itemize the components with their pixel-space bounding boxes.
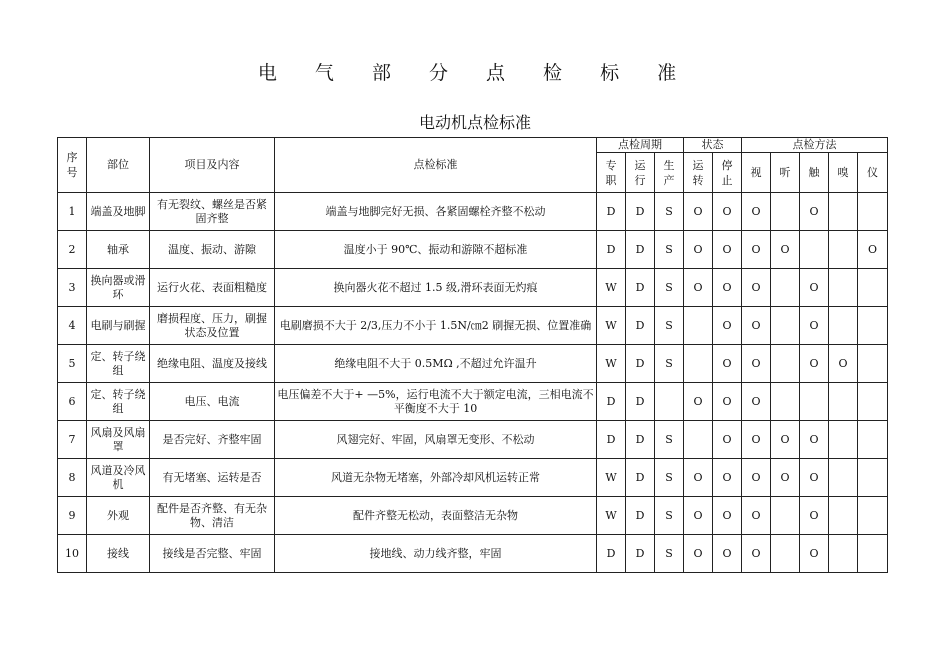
cell-method bbox=[800, 383, 829, 421]
cell-method bbox=[829, 231, 858, 269]
cell-state: O bbox=[684, 383, 713, 421]
cell-cycle: D bbox=[626, 497, 655, 535]
cell-method: O bbox=[742, 459, 771, 497]
header-no: 序号 bbox=[58, 138, 87, 193]
cell-method: O bbox=[800, 193, 829, 231]
cell-method bbox=[858, 421, 888, 459]
cell-cycle: D bbox=[626, 421, 655, 459]
cell-cycle: D bbox=[626, 345, 655, 383]
cell-part: 风扇及风扇罩 bbox=[87, 421, 150, 459]
cell-cycle: D bbox=[597, 231, 626, 269]
cell-method: O bbox=[800, 307, 829, 345]
cell-part: 电刷与刷握 bbox=[87, 307, 150, 345]
cell-method bbox=[858, 535, 888, 573]
table-row bbox=[58, 307, 888, 345]
cell-no: 8 bbox=[58, 459, 87, 497]
cell-cycle: S bbox=[655, 345, 684, 383]
cell-method bbox=[771, 383, 800, 421]
cell-standard: 电刷磨损不大于 2/3,压力不小于 1.5N/㎝2 刷握无损、位置准确 bbox=[275, 307, 597, 345]
table-row bbox=[58, 497, 888, 535]
cell-state: O bbox=[713, 459, 742, 497]
cell-cycle: W bbox=[597, 459, 626, 497]
cell-method bbox=[829, 383, 858, 421]
cell-no: 7 bbox=[58, 421, 87, 459]
cell-method: O bbox=[742, 383, 771, 421]
cell-method bbox=[858, 269, 888, 307]
cell-no: 4 bbox=[58, 307, 87, 345]
cell-cycle: D bbox=[597, 535, 626, 573]
cell-part: 风道及冷风机 bbox=[87, 459, 150, 497]
cell-cycle: D bbox=[597, 193, 626, 231]
cell-state: O bbox=[713, 383, 742, 421]
cell-method bbox=[800, 231, 829, 269]
header-cycle-col: 生产 bbox=[655, 153, 684, 193]
cell-cycle: S bbox=[655, 193, 684, 231]
cell-standard: 换向器火花不超过 1.5 级,滑环表面无灼痕 bbox=[275, 269, 597, 307]
cell-method: O bbox=[742, 497, 771, 535]
header-item: 项目及内容 bbox=[150, 138, 275, 193]
cell-method bbox=[858, 193, 888, 231]
cell-state: O bbox=[713, 193, 742, 231]
cell-method bbox=[771, 193, 800, 231]
header-method: 点检方法 bbox=[742, 138, 888, 153]
cell-standard: 绝缘电阻不大于 0.5MΩ ,不超过允许温升 bbox=[275, 345, 597, 383]
cell-method bbox=[829, 459, 858, 497]
cell-method: O bbox=[858, 231, 888, 269]
cell-no: 1 bbox=[58, 193, 87, 231]
cell-no: 6 bbox=[58, 383, 87, 421]
cell-cycle: D bbox=[626, 193, 655, 231]
cell-cycle: S bbox=[655, 535, 684, 573]
cell-method bbox=[771, 307, 800, 345]
inspection-standard-table bbox=[57, 137, 888, 573]
cell-method bbox=[858, 497, 888, 535]
cell-state: O bbox=[684, 231, 713, 269]
cell-no: 9 bbox=[58, 497, 87, 535]
cell-method: O bbox=[800, 497, 829, 535]
cell-method bbox=[829, 535, 858, 573]
cell-item: 配件是否齐整、有无杂物、清洁 bbox=[150, 497, 275, 535]
cell-item: 有无堵塞、运转是否 bbox=[150, 459, 275, 497]
cell-state: O bbox=[684, 193, 713, 231]
table-row bbox=[58, 193, 888, 231]
table-row bbox=[58, 231, 888, 269]
cell-cycle: D bbox=[626, 459, 655, 497]
cell-item: 绝缘电阻、温度及接线 bbox=[150, 345, 275, 383]
cell-cycle: S bbox=[655, 269, 684, 307]
cell-no: 2 bbox=[58, 231, 87, 269]
cell-method: O bbox=[800, 535, 829, 573]
cell-method: O bbox=[771, 459, 800, 497]
header-method-col: 视 bbox=[742, 153, 771, 193]
header-method-col: 嗅 bbox=[829, 153, 858, 193]
header-state-col: 运转 bbox=[684, 153, 713, 193]
header-cycle-col: 运行 bbox=[626, 153, 655, 193]
cell-method: O bbox=[800, 269, 829, 307]
cell-state: O bbox=[684, 535, 713, 573]
cell-standard: 风翅完好、牢固，风扇罩无变形、不松动 bbox=[275, 421, 597, 459]
header-method-col: 仪 bbox=[858, 153, 888, 193]
cell-state bbox=[684, 307, 713, 345]
table-row bbox=[58, 421, 888, 459]
cell-part: 换向器或滑环 bbox=[87, 269, 150, 307]
cell-cycle: W bbox=[597, 269, 626, 307]
cell-method: O bbox=[771, 231, 800, 269]
cell-cycle: S bbox=[655, 497, 684, 535]
header-part: 部位 bbox=[87, 138, 150, 193]
cell-cycle: S bbox=[655, 421, 684, 459]
cell-method: O bbox=[800, 459, 829, 497]
cell-cycle: D bbox=[626, 231, 655, 269]
cell-part: 接线 bbox=[87, 535, 150, 573]
cell-cycle: D bbox=[626, 535, 655, 573]
cell-standard: 端盖与地脚完好无损、各紧固螺栓齐整不松动 bbox=[275, 193, 597, 231]
table-body bbox=[58, 193, 888, 573]
header-standard: 点检标准 bbox=[275, 138, 597, 193]
table-title: 电动机点检标准 bbox=[418, 113, 531, 132]
cell-method bbox=[829, 307, 858, 345]
cell-no: 3 bbox=[58, 269, 87, 307]
cell-state: O bbox=[713, 269, 742, 307]
header-method-col: 听 bbox=[771, 153, 800, 193]
table-row bbox=[58, 383, 888, 421]
cell-cycle: S bbox=[655, 459, 684, 497]
cell-item: 接线是否完整、牢固 bbox=[150, 535, 275, 573]
cell-state: O bbox=[713, 497, 742, 535]
cell-method: O bbox=[800, 421, 829, 459]
cell-standard: 风道无杂物无堵塞，外部冷却风机运转正常 bbox=[275, 459, 597, 497]
cell-standard: 接地线、动力线齐整，牢固 bbox=[275, 535, 597, 573]
cell-cycle: D bbox=[597, 421, 626, 459]
cell-method: O bbox=[742, 345, 771, 383]
cell-method bbox=[858, 459, 888, 497]
cell-method bbox=[771, 535, 800, 573]
cell-state: O bbox=[684, 459, 713, 497]
header-cycle-col: 专职 bbox=[597, 153, 626, 193]
cell-state: O bbox=[684, 497, 713, 535]
table-row bbox=[58, 345, 888, 383]
document-title: 电 气 部 分 点 检 标 准 bbox=[257, 62, 693, 84]
header-method-col: 触 bbox=[800, 153, 829, 193]
cell-method: O bbox=[742, 307, 771, 345]
cell-state: O bbox=[713, 535, 742, 573]
header-state: 状态 bbox=[684, 138, 742, 153]
cell-standard: 电压偏差不大于+ —5%，运行电流不大于额定电流，三相电流不平衡度不大于 10 bbox=[275, 383, 597, 421]
cell-cycle: D bbox=[597, 383, 626, 421]
table-row bbox=[58, 459, 888, 497]
table-row bbox=[58, 269, 888, 307]
cell-cycle: D bbox=[626, 383, 655, 421]
cell-part: 端盖及地脚 bbox=[87, 193, 150, 231]
cell-method bbox=[771, 497, 800, 535]
cell-method: O bbox=[742, 421, 771, 459]
cell-part: 定、转子绕组 bbox=[87, 383, 150, 421]
cell-cycle: W bbox=[597, 497, 626, 535]
cell-item: 是否完好、齐整牢固 bbox=[150, 421, 275, 459]
cell-part: 轴承 bbox=[87, 231, 150, 269]
cell-method bbox=[829, 269, 858, 307]
cell-state bbox=[684, 421, 713, 459]
cell-standard: 温度小于 90℃、振动和游隙不超标准 bbox=[275, 231, 597, 269]
cell-item: 电压、电流 bbox=[150, 383, 275, 421]
cell-item: 温度、振动、游隙 bbox=[150, 231, 275, 269]
cell-state: O bbox=[713, 307, 742, 345]
cell-method bbox=[771, 345, 800, 383]
cell-method bbox=[858, 307, 888, 345]
cell-item: 磨损程度、压力，刷握状态及位置 bbox=[150, 307, 275, 345]
cell-method bbox=[829, 421, 858, 459]
cell-no: 5 bbox=[58, 345, 87, 383]
cell-method: O bbox=[829, 345, 858, 383]
cell-cycle: S bbox=[655, 231, 684, 269]
cell-state: O bbox=[713, 421, 742, 459]
cell-state: O bbox=[713, 231, 742, 269]
cell-state: O bbox=[713, 345, 742, 383]
cell-cycle: S bbox=[655, 307, 684, 345]
cell-method bbox=[858, 345, 888, 383]
cell-method bbox=[771, 269, 800, 307]
cell-method: O bbox=[742, 231, 771, 269]
cell-method: O bbox=[771, 421, 800, 459]
cell-method: O bbox=[742, 193, 771, 231]
cell-item: 有无裂纹、螺丝是否紧固齐整 bbox=[150, 193, 275, 231]
cell-standard: 配件齐整无松动，表面整洁无杂物 bbox=[275, 497, 597, 535]
cell-method: O bbox=[742, 269, 771, 307]
cell-no: 10 bbox=[58, 535, 87, 573]
header-state-col: 停止 bbox=[713, 153, 742, 193]
cell-cycle: D bbox=[626, 269, 655, 307]
cell-method: O bbox=[742, 535, 771, 573]
cell-cycle: W bbox=[597, 345, 626, 383]
cell-cycle: D bbox=[626, 307, 655, 345]
cell-method bbox=[829, 193, 858, 231]
cell-part: 定、转子绕组 bbox=[87, 345, 150, 383]
cell-part: 外观 bbox=[87, 497, 150, 535]
cell-state bbox=[684, 345, 713, 383]
cell-method bbox=[829, 497, 858, 535]
cell-cycle bbox=[655, 383, 684, 421]
cell-state: O bbox=[684, 269, 713, 307]
cell-item: 运行火花、表面粗糙度 bbox=[150, 269, 275, 307]
cell-method bbox=[858, 383, 888, 421]
header-cycle: 点检周期 bbox=[597, 138, 684, 153]
table-row bbox=[58, 535, 888, 573]
cell-method: O bbox=[800, 345, 829, 383]
cell-cycle: W bbox=[597, 307, 626, 345]
